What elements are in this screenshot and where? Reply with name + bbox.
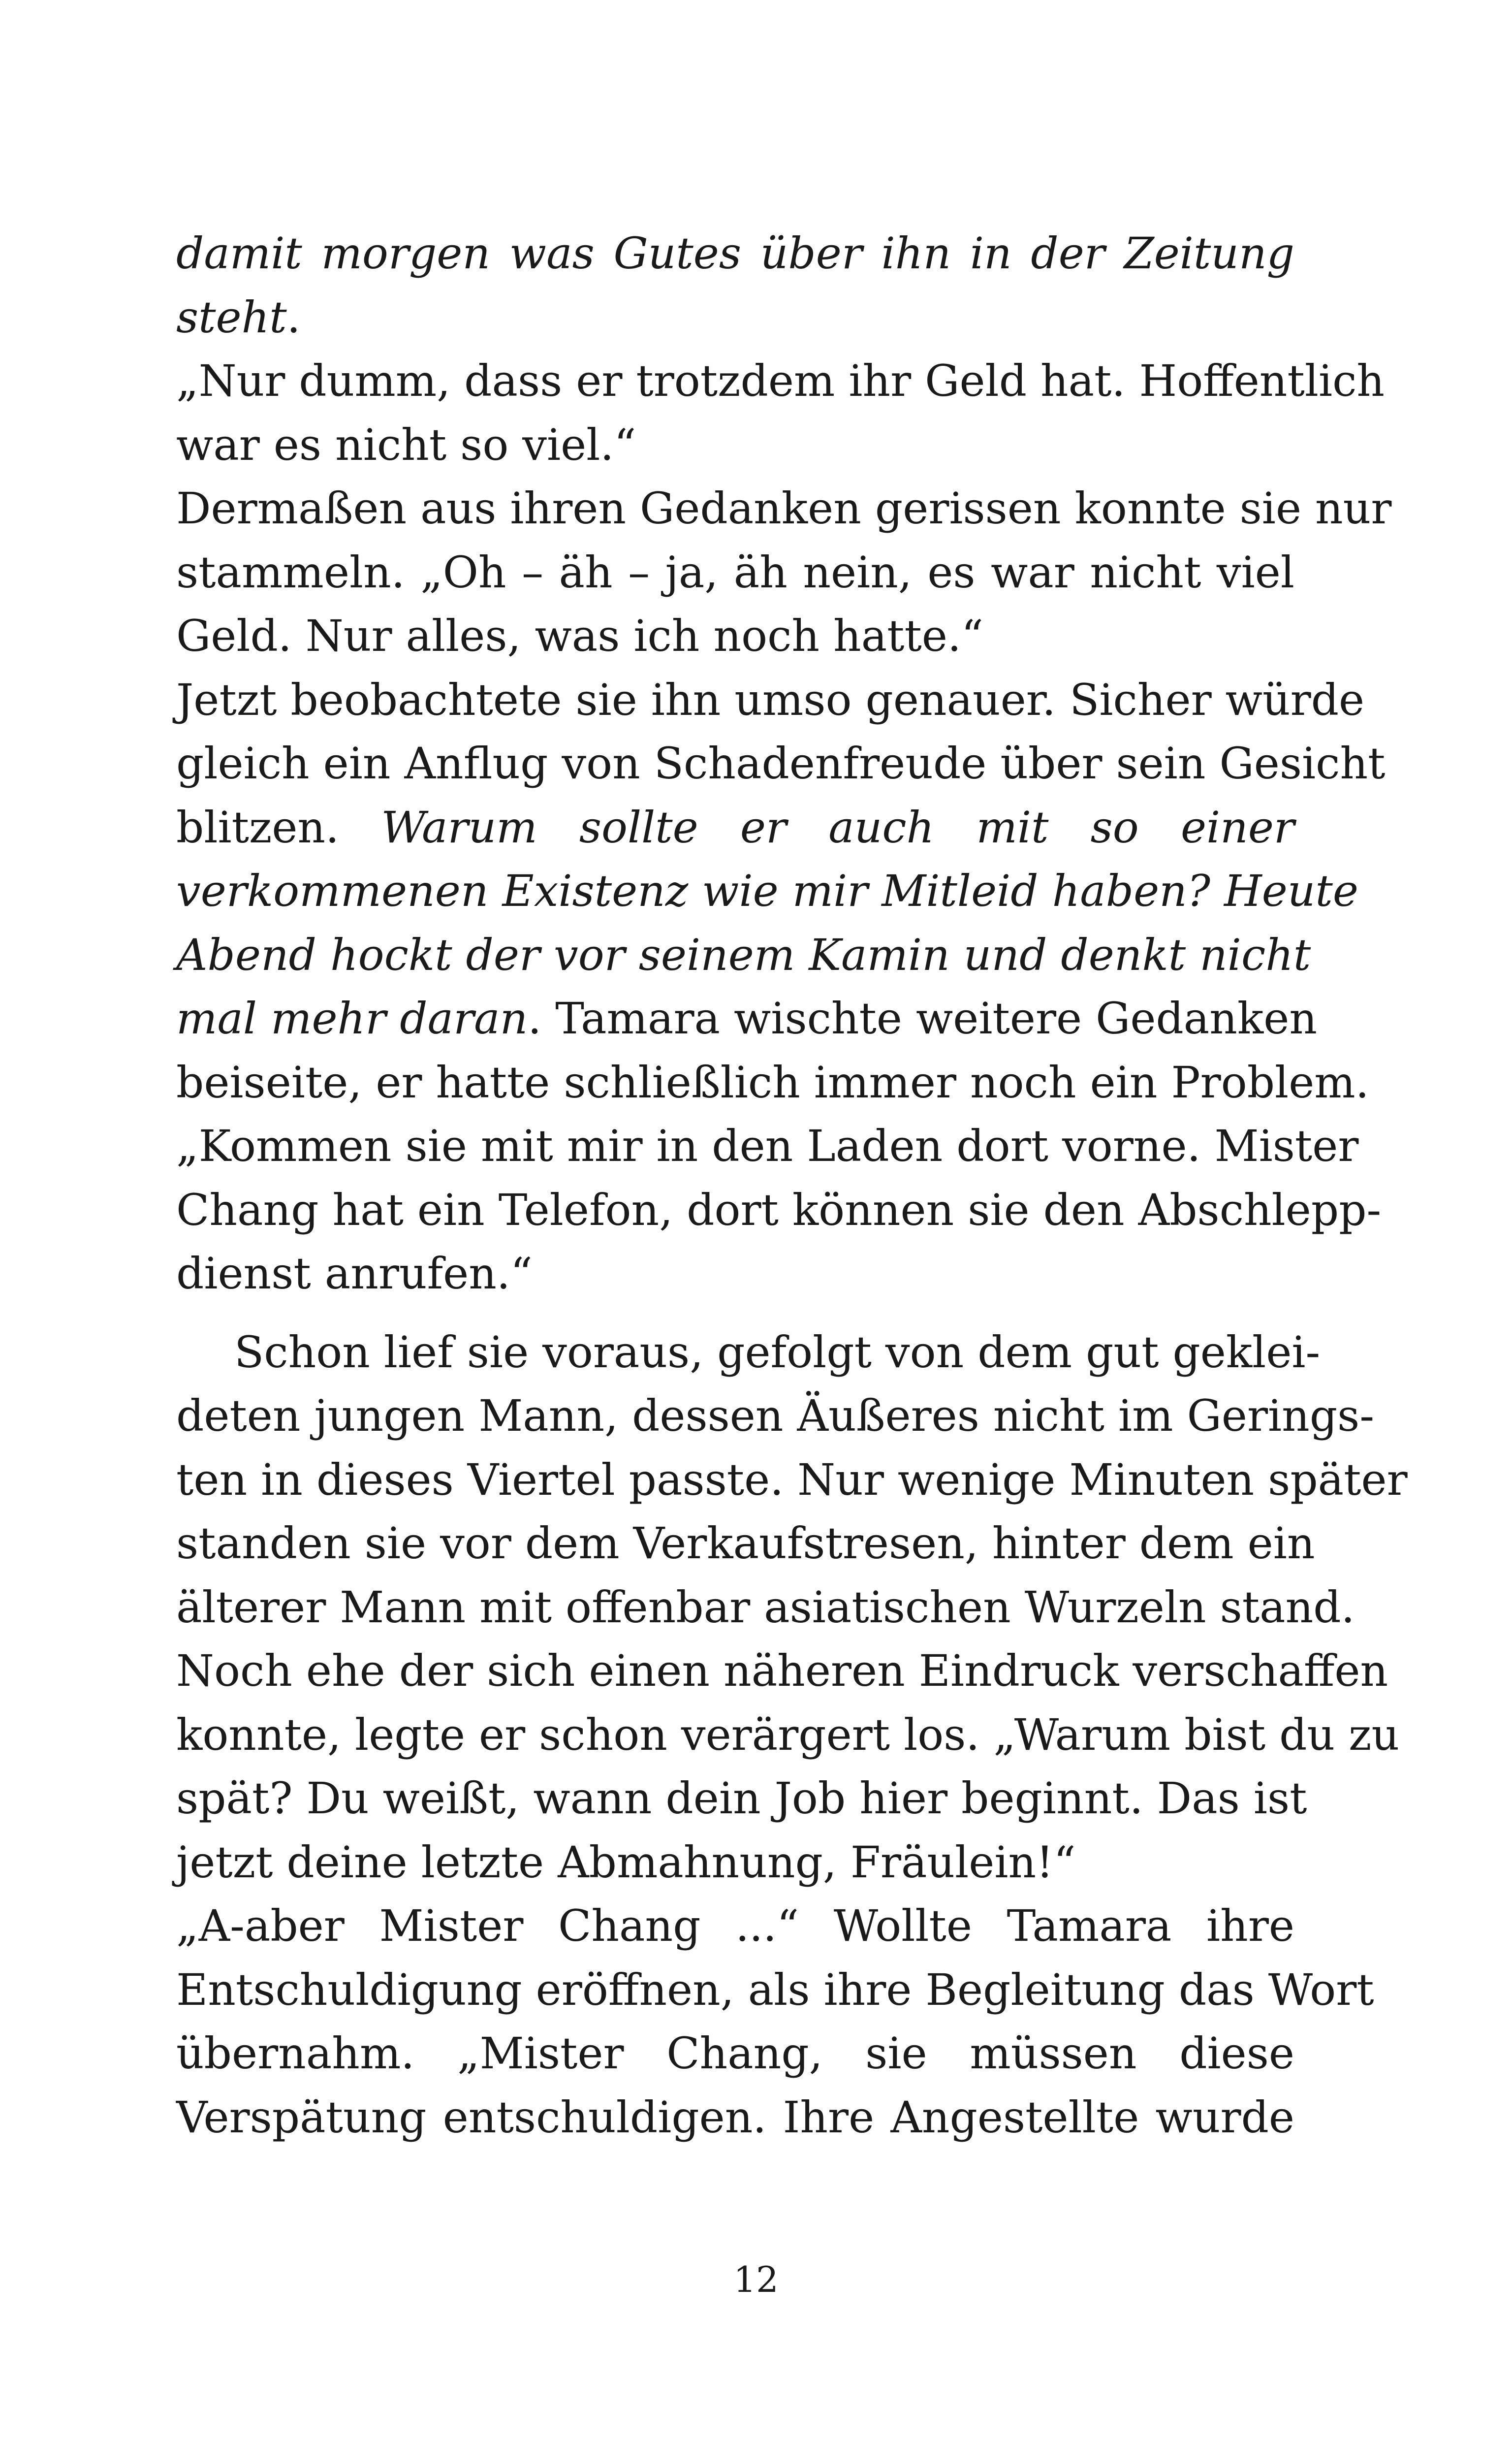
text-line bbox=[176, 1575, 1355, 1639]
text-segment: . bbox=[286, 291, 301, 343]
text-segment: Chang hat ein Telefon, dort können sie den Abschlepp- bbox=[176, 1184, 1382, 1235]
text-line bbox=[176, 1511, 1315, 1575]
text-line bbox=[176, 222, 1294, 286]
italic-text-segment: Abend hockt der vor seinem Kamin und denkt nicht bbox=[176, 929, 1311, 980]
text-line bbox=[176, 1831, 1294, 1895]
text-segment: konnte, legte er schon verärgert los. „Warum bist du zu bbox=[176, 1709, 1400, 1760]
text-line bbox=[176, 1767, 1307, 1831]
text-line bbox=[176, 1639, 1388, 1703]
italic-text-segment: mal mehr daran bbox=[176, 993, 528, 1044]
text-segment: Dermaßen aus ihren Gedanken gerissen konnte sie nur bbox=[176, 483, 1392, 534]
text-line bbox=[176, 2022, 1294, 2086]
text-segment: standen sie vor dem Verkaufstresen, hinter dem ein bbox=[176, 1518, 1315, 1569]
text-segment: spät? Du weißt, wann dein Job hier beginnt. Das ist bbox=[176, 1773, 1307, 1824]
text-segment: dienst anrufen.“ bbox=[176, 1248, 533, 1299]
text-line bbox=[176, 1384, 1375, 1448]
text-segment: stammeln. „Oh – äh – ja, äh nein, es war nicht viel bbox=[176, 546, 1294, 598]
italic-text-segment: damit morgen was Gutes über ihn in der Zeitung bbox=[176, 228, 1294, 279]
text-segment: Schon lief sie voraus, gefolgt von dem gut geklei- bbox=[234, 1326, 1321, 1378]
text-line bbox=[176, 732, 1386, 796]
text-segment: blitzen. bbox=[176, 802, 381, 853]
text-line bbox=[176, 2086, 1294, 2150]
text-line bbox=[176, 1958, 1374, 2022]
italic-text-segment: steht bbox=[176, 291, 287, 343]
text-segment: Geld. Nur alles, was ich noch hatte.“ bbox=[176, 611, 983, 661]
text-line bbox=[176, 796, 1294, 860]
text-line bbox=[176, 604, 1294, 668]
text-line bbox=[176, 1178, 1382, 1242]
text-segment: deten jungen Mann, dessen Äußeres nicht im Gerings- bbox=[176, 1390, 1375, 1441]
text-line bbox=[176, 1320, 1321, 1384]
text-line bbox=[176, 1242, 1294, 1306]
text-line bbox=[176, 349, 1385, 413]
text-segment: Entschuldigung eröffnen, als ihre Begleitung das Wort bbox=[176, 1964, 1374, 2015]
text-segment: ten in dieses Viertel passte. Nur wenige Minuten später bbox=[176, 1454, 1408, 1505]
text-segment: „Kommen sie mit mir in den Laden dort vorne. Mister bbox=[176, 1121, 1359, 1171]
text-line bbox=[176, 859, 1358, 923]
text-line bbox=[176, 987, 1318, 1051]
page-number: 12 bbox=[733, 2259, 779, 2300]
text-segment: Verspätung entschuldigen. Ihre Angestellte wurde bbox=[176, 2091, 1294, 2143]
text-segment: übernahm. „Mister Chang, sie müssen diese bbox=[176, 2028, 1294, 2079]
text-segment: beiseite, er hatte schließlich immer noch ein Problem. bbox=[176, 1057, 1369, 1108]
text-segment: gleich ein Anflug von Schadenfreude über sein Gesicht bbox=[176, 738, 1386, 789]
text-segment: älterer Mann mit offenbar asiatischen Wurzeln stand. bbox=[176, 1581, 1355, 1633]
text-line bbox=[176, 477, 1392, 541]
text-line bbox=[176, 1114, 1359, 1178]
text-segment: jetzt deine letzte Abmahnung, Fräulein!“ bbox=[176, 1836, 1076, 1888]
text-segment: „A-aber Mister Chang ...“ Wollte Tamara ihre bbox=[176, 1900, 1294, 1951]
text-segment: Noch ehe der sich einen näheren Eindruck verschaffen bbox=[176, 1645, 1388, 1696]
text-line bbox=[176, 1703, 1400, 1767]
text-segment: „Nur dumm, dass er trotzdem ihr Geld hat. Hoffentlich bbox=[176, 355, 1385, 406]
text-segment: . Tamara wischte weitere Gedanken bbox=[528, 993, 1318, 1044]
text-segment: Jetzt beobachtete sie ihn umso genauer. Sicher würde bbox=[176, 674, 1365, 725]
text-line bbox=[176, 668, 1365, 732]
text-segment: war es nicht so viel.“ bbox=[176, 419, 636, 470]
text-line bbox=[176, 541, 1294, 605]
text-line bbox=[176, 1051, 1369, 1115]
italic-text-segment: verkommenen Existenz wie mir Mitleid haben? Heute bbox=[176, 866, 1358, 916]
text-line bbox=[176, 286, 1294, 350]
text-line bbox=[176, 1448, 1408, 1512]
italic-text-segment: Warum sollte er auch mit so einer bbox=[381, 802, 1294, 853]
body-text bbox=[176, 222, 1408, 2149]
book-page bbox=[176, 222, 1408, 2149]
text-line bbox=[176, 1894, 1294, 1958]
text-line bbox=[176, 923, 1311, 987]
text-line bbox=[176, 413, 1294, 477]
